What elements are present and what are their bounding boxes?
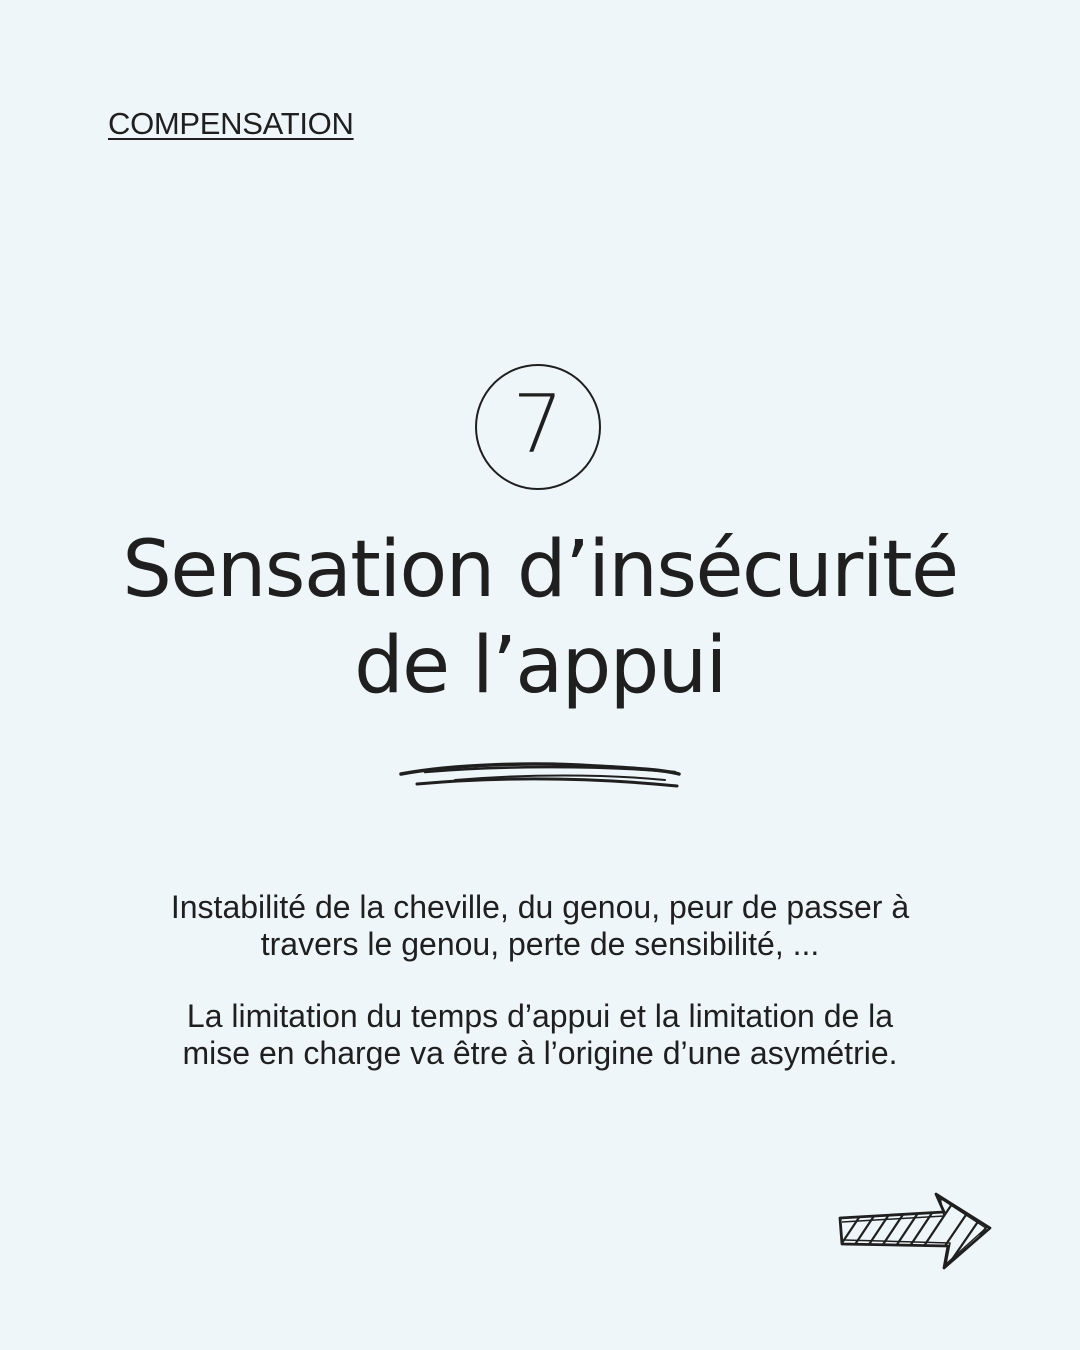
paragraph-symptoms-line-2: travers le genou, perte de sensibilité, ... [260, 926, 820, 962]
step-number-badge [475, 364, 601, 490]
paragraph-consequence [90, 998, 990, 1072]
step-number: 7 [512, 378, 564, 471]
paragraph-symptoms-line-1: Instabilité de la cheville, du genou, peur de passer à [170, 889, 910, 925]
slide-title-line-1: Sensation d’insécurité [122, 525, 958, 615]
squiggle-divider [395, 756, 685, 796]
paragraph-consequence-line-2: mise en charge va être à l’origine d’une asymétrie. [182, 1035, 898, 1071]
section-label: COMPENSATION [108, 106, 354, 141]
slide-title-line-2: de l’appui [354, 621, 726, 711]
paragraph-symptoms [90, 889, 990, 963]
slide-title [40, 522, 1040, 714]
paragraph-consequence-line-1: La limitation du temps d’appui et la limitation de la [186, 998, 894, 1034]
next-arrow-icon[interactable] [832, 1188, 997, 1273]
